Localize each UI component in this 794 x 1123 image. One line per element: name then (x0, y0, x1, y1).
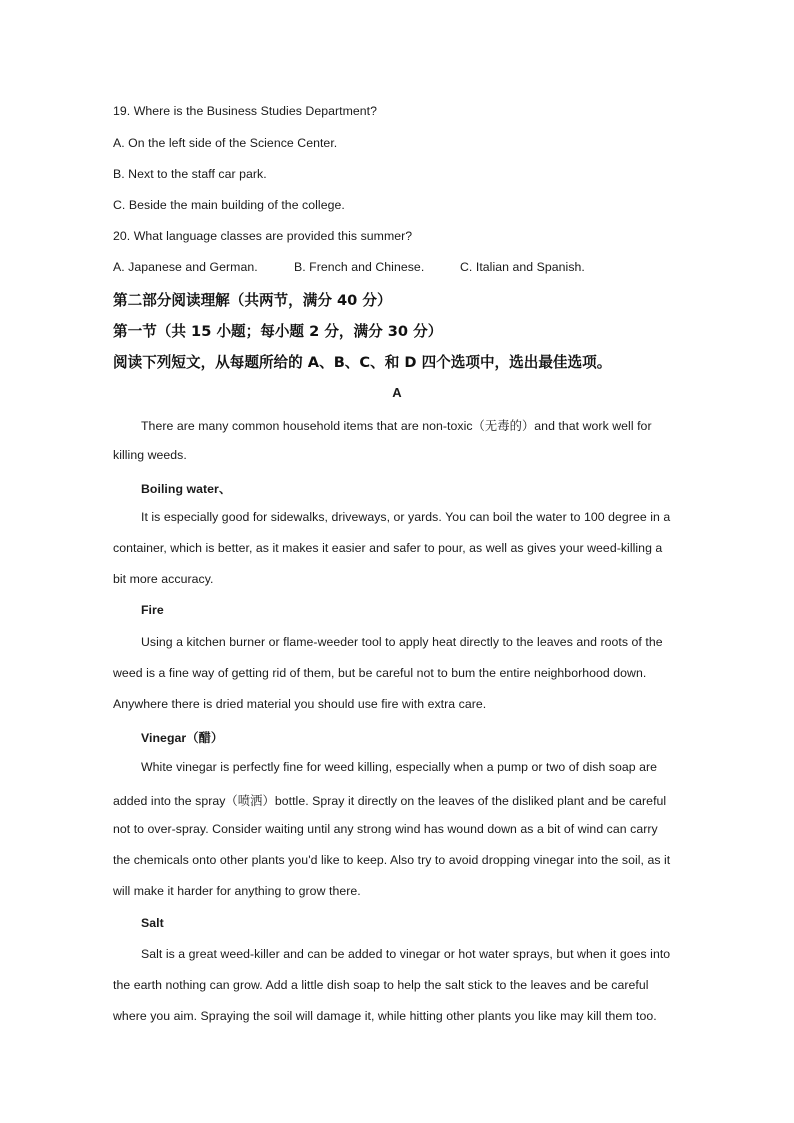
vinegar-line-2: added into the spray（喷洒）bottle. Spray it directly on the leaves of the disliked plant and be careful (113, 794, 667, 808)
vinegar-line-4: the chemicals onto other plants you'd like to keep. Also try to avoid dropping vinegar into the soil, as it (113, 853, 671, 867)
q19-option-c: C. Beside the main building of the college. (113, 198, 345, 212)
boiling-line-1: It is especially good for sidewalks, driveways, or yards. You can boil the water to 100 degree in a (141, 510, 671, 524)
boiling-line-2: container, which is better, as it makes it easier and safer to pour, as well as gives your weed-killing a (113, 541, 663, 555)
intro-line-1: There are many common household items that are non-toxic（无毒的）and that work well for (141, 419, 652, 433)
intro-line-2: killing weeds. (113, 448, 187, 462)
q20-question: 20. What language classes are provided this summer? (113, 229, 413, 243)
boiling-water-heading: Boiling water、 (141, 482, 232, 496)
salt-line-2: the earth nothing can grow. Add a little dish soap to help the salt stick to the leaves and be careful (113, 978, 649, 992)
boiling-line-3: bit more accuracy. (113, 572, 214, 586)
salt-line-1: Salt is a great weed-killer and can be added to vinegar or hot water sprays, but when it goes into (141, 947, 671, 961)
salt-line-3: where you aim. Spraying the soil will damage it, while hitting other plants you like may kill them too. (113, 1009, 657, 1023)
q19-option-b: B. Next to the staff car park. (113, 167, 267, 181)
q20-option-c: C. Italian and Spanish. (460, 260, 585, 274)
q19-question: 19. Where is the Business Studies Department? (113, 104, 378, 118)
section-heading-part1: 第一节（共 15 小题；每小题 2 分，满分 30 分） (113, 323, 443, 340)
q19-option-a: A. On the left side of the Science Center. (113, 136, 338, 150)
fire-line-3: Anywhere there is dried material you should use fire with extra care. (113, 697, 487, 711)
fire-line-2: weed is a fine way of getting rid of them, but be careful not to bum the entire neighborhood down. (113, 666, 647, 680)
passage-label: A (392, 385, 402, 400)
q20-options (113, 260, 585, 274)
fire-heading: Fire (141, 603, 164, 617)
vinegar-heading: Vinegar（醋） (141, 731, 224, 745)
vinegar-line-3: not to over-spray. Consider waiting until any strong wind has wound down as a bit of wind can carry (113, 822, 658, 836)
section-instructions: 阅读下列短文，从每题所给的 A、B、C、和 D 四个选项中，选出最佳选项。 (113, 354, 612, 371)
q20-option-b: B. French and Chinese. (294, 260, 425, 274)
salt-heading: Salt (141, 916, 164, 930)
q20-option-a: A. Japanese and German. (113, 260, 258, 274)
vinegar-line-5: will make it harder for anything to grow there. (113, 884, 361, 898)
vinegar-line-1: White vinegar is perfectly fine for weed killing, especially when a pump or two of dish soap are (141, 760, 658, 774)
section-heading-part2: 第二部分阅读理解（共两节，满分 40 分） (113, 292, 392, 309)
fire-line-1: Using a kitchen burner or flame-weeder tool to apply heat directly to the leaves and roots of the (141, 635, 663, 649)
